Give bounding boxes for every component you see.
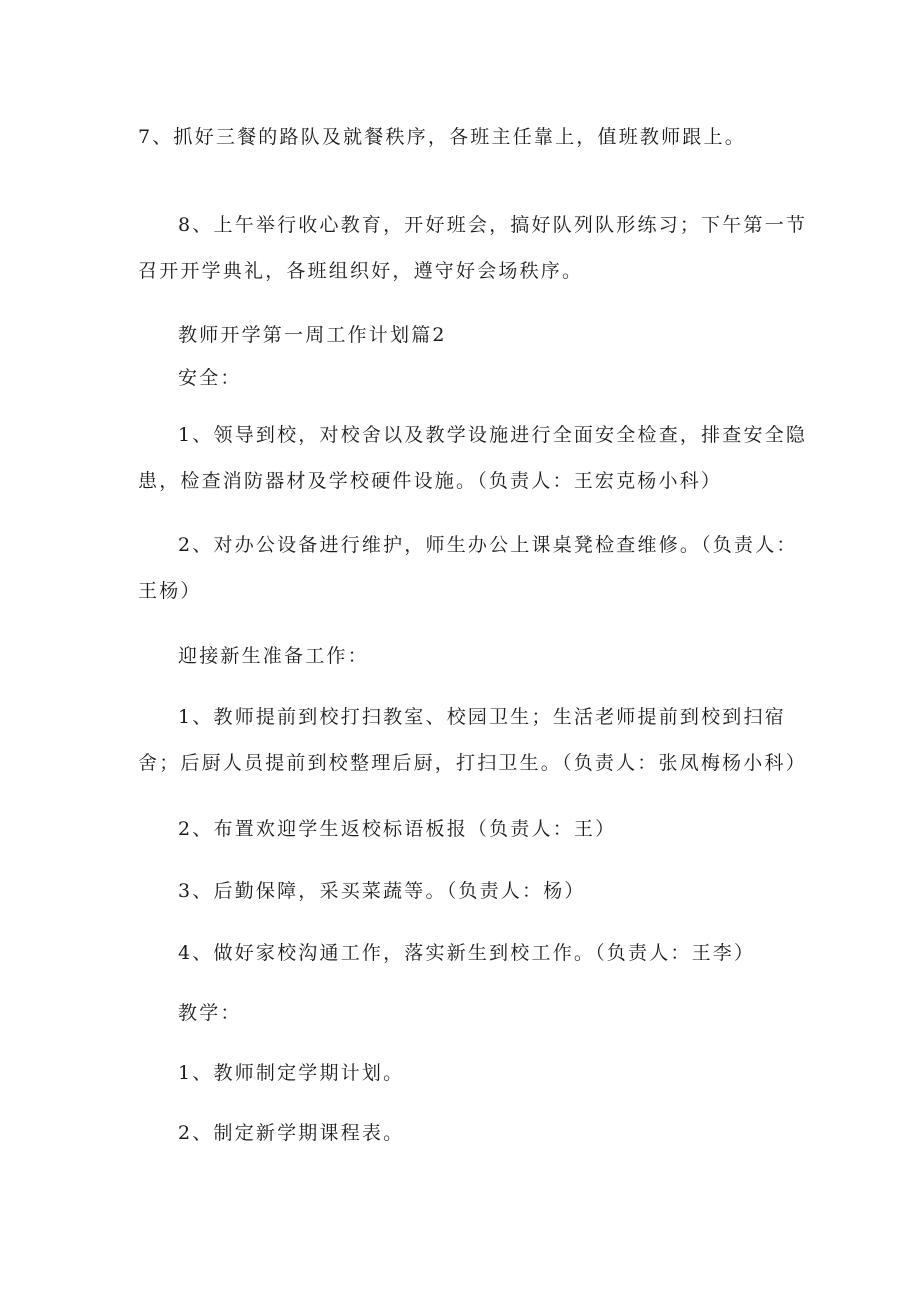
paragraph-cleaning [138,694,807,786]
section-heading-new-students [178,633,369,679]
paragraph-line: 迎接新生准备工作： [178,645,369,667]
paragraph-line: 2、布置欢迎学生返校标语板报（负责人：王） [178,818,617,840]
paragraph-semester-plan [178,1050,404,1096]
paragraph-line: 4、做好家校沟通工作，落实新生到校工作。（负责人：王李） [178,942,756,964]
paragraph-safety-inspection [138,412,807,504]
paragraph-meal-order [138,114,746,160]
paragraph-line: 舍；后厨人员提前到校整理后厨，打扫卫生。（负责人：张凤梅杨小科） [138,752,807,774]
paragraph-line: 教学： [178,1002,242,1024]
paragraph-line: 2、制定新学期课程表。 [178,1122,405,1144]
paragraph-line: 1、领导到校，对校舍以及教学设施进行全面安全检查，排查安全隐 [178,424,808,446]
paragraph-line: 1、教师提前到校打扫教室、校园卫生；生活老师提前到校到扫宿 [178,706,786,728]
section-heading-safety [178,355,242,401]
paragraph-line: 2、对办公设备进行维护，师生办公上课桌凳检查维修。（负责人： [178,534,798,556]
paragraph-line: 安全： [178,367,242,389]
paragraph-timetable [178,1110,404,1156]
paragraph-line: 召开开学典礼，各班组织好，遵守好会场秩序。 [138,260,584,282]
paragraph-equipment-maintenance [138,522,798,614]
paragraph-line: 7、抓好三餐的路队及就餐秩序，各班主任靠上，值班教师跟上。 [138,126,746,148]
paragraph-opening-education [138,202,807,294]
paragraph-line: 3、后勤保障，采买菜蔬等。（负责人：杨） [178,880,586,902]
paragraph-line: 患，检查消防器材及学校硬件设施。（负责人：王宏克杨小科） [138,470,723,492]
paragraph-line: 1、教师制定学期计划。 [178,1062,405,1084]
paragraph-line: 王杨） [138,580,202,602]
paragraph-home-school [178,930,755,976]
paragraph-line: 教师开学第一周工作计划篇2 [178,324,447,346]
paragraph-line: 8、上午举行收心教育，开好班会，搞好队列队形练习；下午第一节 [178,214,808,236]
paragraph-logistics [178,868,586,914]
section-heading-teaching [178,990,242,1036]
section-heading-plan-2 [178,312,447,358]
paragraph-welcome-banner [178,806,616,852]
